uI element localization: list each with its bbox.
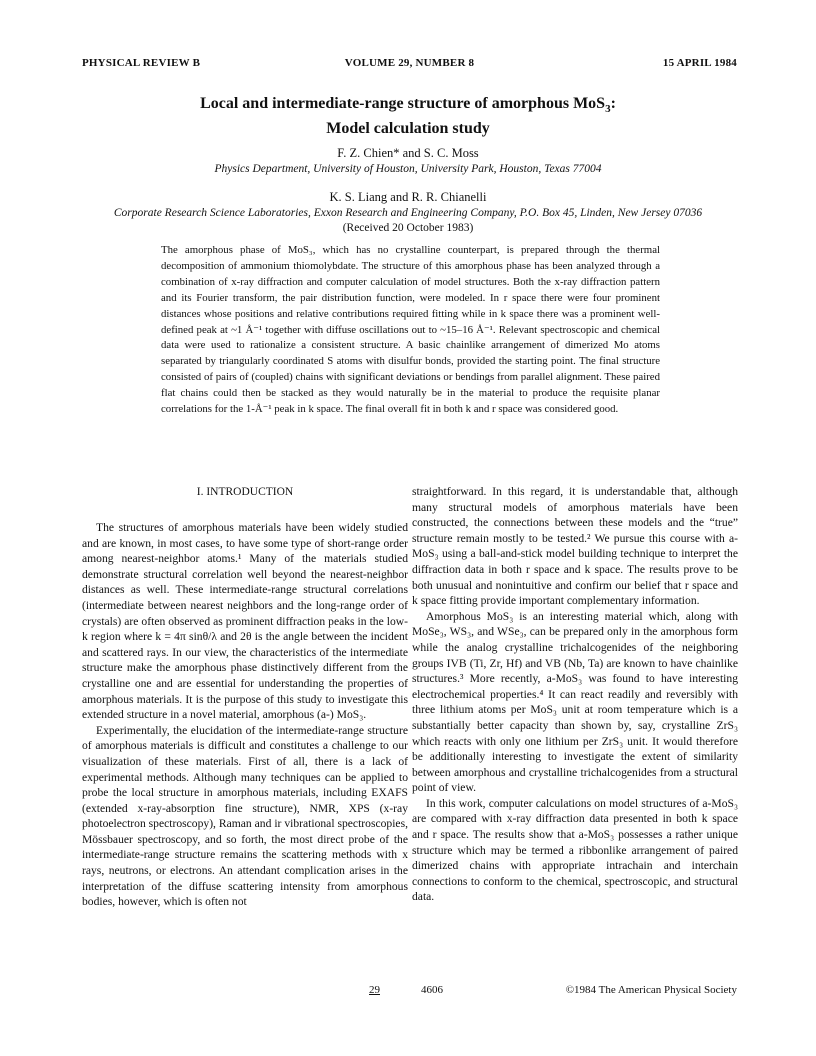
title-line2: Model calculation study xyxy=(326,120,490,138)
body-paragraph: straightforward. In this regard, it is understandable that, although many structural models of amorphous materials have been constructed, the connections between these models and the “true” structure remain mostly to be tested.² We pursue this course with a-MoS₃ using a ball-and-stick model building technique to interpret the diffraction data in both r space and k space. The results prove to be both unusual and nonintuitive and confirm our belief that r space and k space fitting provide important complementary information. xyxy=(412,485,738,608)
authors-group-1: F. Z. Chien* and S. C. Moss xyxy=(337,146,479,160)
right-column xyxy=(412,484,738,905)
paper-title xyxy=(100,94,716,139)
running-head xyxy=(82,57,737,71)
footer-page-number: 4606 xyxy=(421,984,443,996)
abstract: The amorphous phase of MoS₃, which has no crystalline counterpart, is prepared through the thermal decomposition of ammonium thiomolybdate. The structure of this amorphous phase has been analyzed through a combination of x-ray diffraction and computer calculation of model structures. Both the x-ray diffraction pattern and its Fourier transform, the pair distribution function, were modeled. In r space there were four prominent distances whose positions and relative contributions required fitting while in k space there was a prominent well-defined peak at ~1 Å⁻¹ together with diffuse oscillations out to ~15–16 Å⁻¹. Relevant spectroscopic and chemical data were used to rationalize a consistent structure. A basic chainlike arrangement of dimerized Mo atoms separated by triangularly coordinated S atoms with disulfur bonds, provided the starting point. The final structure consisted of pairs of (coupled) chains with significant deviations or bendings from parallel alignment. These paired flat chains could then be stacked as they would naturally be in the material to produce the requisite planar correlations for the 1-Å⁻¹ peak in k space. The final overall fit in both k and r space was considered good. xyxy=(161,244,660,416)
volume-number: VOLUME 29, NUMBER 8 xyxy=(344,57,475,69)
title-line1: Local and intermediate-range structure of amorphous MoS xyxy=(200,95,606,112)
received-date: (Received 20 October 1983) xyxy=(342,222,474,234)
body-paragraph: In this work, computer calculations on model structures of a-MoS₃ are compared with x-ray diffraction data presented in both k space and r space. The results show that a-MoS₃ possesses a rather unique structure which may be termed a ribbonlike arrangement of paired dimerized chains with appropriate intrachain and interchain connections to conform to the chemical, spectroscopic, and structural data. xyxy=(412,796,738,904)
affiliation-2: Corporate Research Science Laboratories, Exxon Research and Engineering Company, P.O. Box 45, Linden, New Jersey 07036 xyxy=(113,207,703,219)
body-paragraph: Experimentally, the elucidation of the intermediate-range structure of amorphous materials is difficult and constitutes a challenge to our visualization of these materials. First of all, there is a lack of experimental methods. Although many techniques can be applied to probe the local structure in amorphous materials, including EXAFS (extended x-ray-absorption fine structure), NMR, XPS (x-ray photoelectron spectroscopy), Raman and ir vibrational spectroscopies, Mössbauer spectroscopy, and so forth, the most direct probe of the intermediate-range structure remains the scattering methods with x rays, neutrons, or electrons. An attendant complication arises in the interpretation of the diffuse scattering intensity from amorphous bodies, however, which is often not xyxy=(82,723,408,909)
section-heading-introduction: I. INTRODUCTION xyxy=(196,486,294,498)
page-footer xyxy=(82,984,737,998)
authors-group-2: K. S. Liang and R. R. Chianelli xyxy=(329,190,487,204)
issue-date: 15 APRIL 1984 xyxy=(662,57,737,69)
journal-name: PHYSICAL REVIEW B xyxy=(82,57,201,69)
title-subscript: 3 xyxy=(605,103,611,116)
affiliation-1: Physics Department, University of Houston, University Park, Houston, Texas 77004 xyxy=(214,163,602,175)
body-paragraph: The structures of amorphous materials have been widely studied and are known, in most cases, to have some type of short-range order among nearest-neighbor atoms.¹ Many of the materials studied demonstrate structural correlation well beyond the nearest-neighbor distances as well. These intermediate-range structural correlations (intermediate between nearest neighbors and the long-range order of crystals) are often observed as prominent diffraction peaks in the low-k region where k = 4π sinθ/λ and 2θ is the angle between the incident and scattered rays. In our view, the characteristics of the intermediate structure make the amorphous phase distinctively different from the crystalline one and are essential for understanding the properties of amorphous materials. It is the purpose of this study to investigate this extended structure in a novel material, amorphous (a-) MoS₃. xyxy=(82,521,408,722)
footer-copyright: ©1984 The American Physical Society xyxy=(565,984,737,996)
body-paragraph: Amorphous MoS₃ is an interesting material which, along with MoSe₃, WS₃, and WSe₃, can be prepared only in the amorphous form while the analog crystalline trichalcogenides of the neighboring groups IVB (Ti, Zr, Hf) and VB (Nb, Ta) are known to have chainlike structures.³ More recently, a-MoS₃ was found to have interesting electrochemical properties.⁴ It can react readily and reversibly with three lithium atoms per MoS₃ unit at room temperature which is a substantially better capacity than shown by, say, crystalline ZrS₃ which reacts with only one lithium per ZrS₃ unit. It would therefore be additionally interesting to investigate the extent of similarity between amorphous and crystalline trichalcogenides from a structural point of view. xyxy=(412,609,738,795)
left-column xyxy=(82,484,408,910)
footer-volume: 29 xyxy=(369,984,380,996)
title-colon: : xyxy=(610,95,616,112)
